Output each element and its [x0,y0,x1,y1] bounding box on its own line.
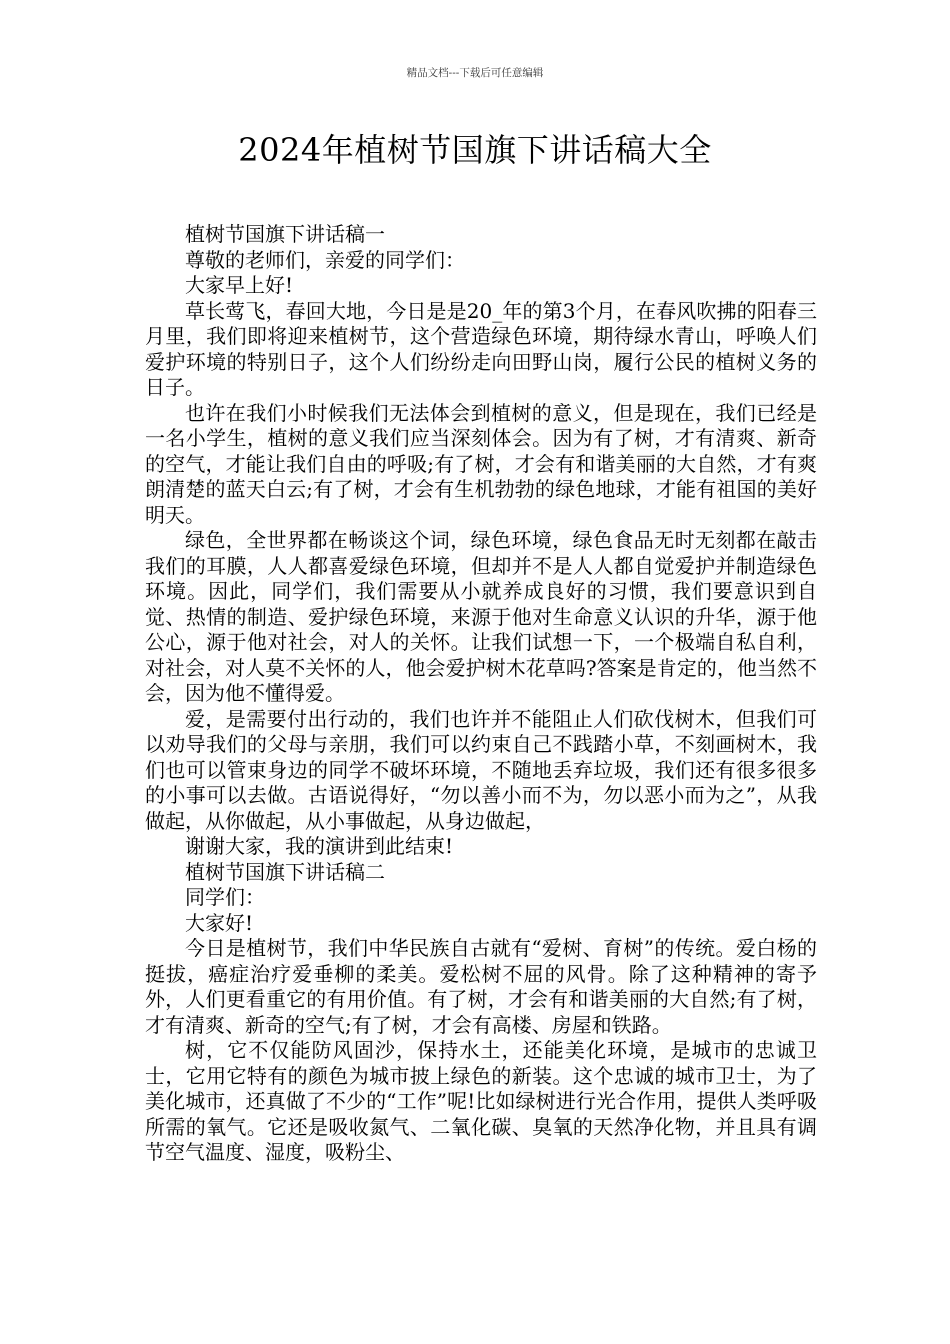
page-header: 精品文档---下载后可任意编辑 [406,67,544,79]
paragraph: 同学们： [185,885,265,909]
paragraph: 今日是植树节，我们中华民族自古就有“爱树、育树”的传统。爱白杨的挺拔，癌症治疗爱垂柳的柔美。爱松树不屈的风骨。除了这种精神的寄予外，人们更看重它的有用价值。有了树，才会有和谐美丽的大自然;有了树，才有清爽、新奇的空气;有了树，才会有高楼、房屋和铁路。 [145,936,817,1037]
paragraph: 谢谢大家，我的演讲到此结束! [185,834,454,858]
document-body [145,222,817,1166]
paragraph: 草长莺飞，春回大地，今日是是20_年的第3个月，在春风吹拂的阳春三月里，我们即将迎来植树节，这个营造绿色环境，期待绿水青山，呼唤人们爱护环境的特别日子，这个人们纷纷走向田野山岗，履行公民的植树义务的日子。 [145,298,817,399]
paragraph: 树，它不仅能防风固沙，保持水土，还能美化环境，是城市的忠诚卫士，它用它特有的颜色为城市披上绿色的新装。这个忠诚的城市卫士，为了美化城市，还真做了不少的“工作”呢!比如绿树进行光合作用，提供人类呼吸所需的氧气。它还是吸收氮气、二氧化碳、臭氧的天然净化物，并且具有调节空气温度、湿度，吸粉尘、 [145,1038,817,1164]
paragraph: 尊敬的老师们，亲爱的同学们： [185,247,465,272]
paragraph: 绿色，全世界都在畅谈这个词，绿色环境，绿色食品无时无刻都在敲击我们的耳膜，人人都喜爱绿色环境，但却并不是人人都自觉爱护并制造绿色环境。因此，同学们，我们需要从小就养成良好的习惯，我们要意识到自觉、热情的制造、爱护绿色环境，来源于他对生命意义认识的升华，源于他公心，源于他对社会，对人的关怀。让我们试想一下，一个极端自私自利，对社会，对人莫不关怀的人，他会爱护树木花草吗?答案是肯定的，他当然不会，因为他不懂得爱。 [145,528,817,705]
paragraph: 也许在我们小时候我们无法体会到植树的意义，但是现在，我们已经是一名小学生，植树的意义我们应当深刻体会。因为有了树，才有清爽、新奇的空气，才能让我们自由的呼吸;有了树，才会有和谐美丽的大自然，才有爽朗清楚的蓝天白云;有了树，才会有生机勃勃的绿色地球，才能有祖国的美好明天。 [145,400,817,527]
paragraph: 大家早上好! [185,273,294,297]
document-title: 2024年植树节国旗下讲话稿大全 [238,131,712,169]
paragraph: 爱，是需要付出行动的，我们也许并不能阻止人们砍伐树木，但我们可以劝导我们的父母与亲朋，我们可以约束自己不践踏小草，不刻画树木，我们也可以管束身边的同学不破坏环境，不随地丢弃垃圾，我们还有很多很多的小事可以去做。古语说得好，“勿以善小而不为，勿以恶小而为之”，从我做起，从你做起，从小事做起，从身边做起， [145,706,817,833]
paragraph: 大家好! [185,910,254,935]
paragraph: 植树节国旗下讲话稿一 [185,222,385,246]
paragraph: 植树节国旗下讲话稿二 [185,859,385,884]
